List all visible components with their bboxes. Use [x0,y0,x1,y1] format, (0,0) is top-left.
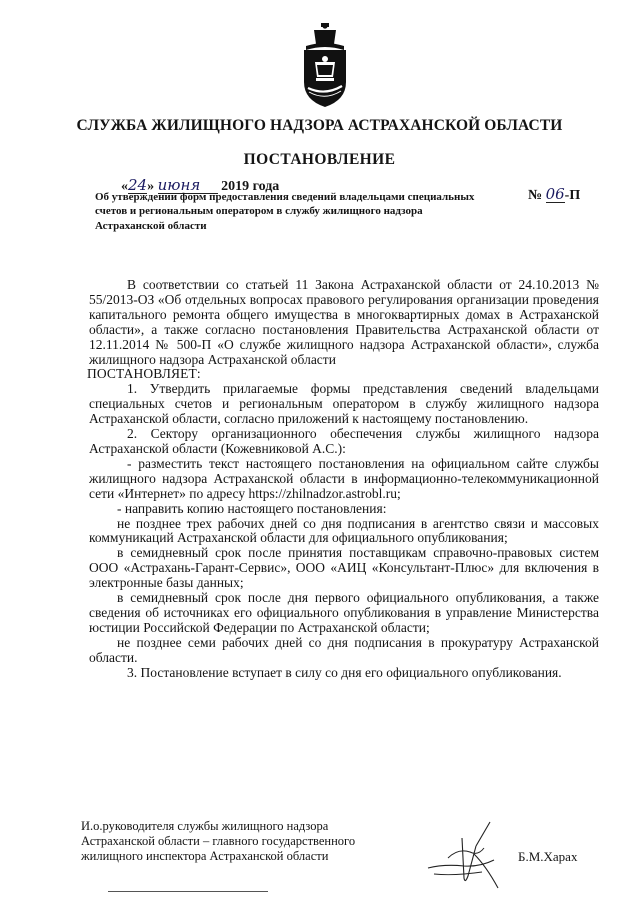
number-suffix: -П [564,188,581,203]
handwritten-signature-icon [424,818,524,890]
date-year: 2019 года [221,179,280,194]
preamble-paragraph: В соответствии со статьей 11 Закона Астраханской области от 24.10.2013 № 55/2013-ОЗ «Об отдельных вопросах правового регулирования организации проведения капитального ремонта общего имущества в многоквартирных домах в Астраханской области», а также согласно постановления Правительства Астраханской области от 12.11.2014 № 500-П «О службе жилищного надзора Астраханской области», служба жилищного надзора Астраханской области [89,277,599,367]
clause-3: 3. Постановление вступает в силу со дня его официального опубликования. [127,664,562,680]
signatory-position [81,819,411,865]
date-open-quote: « [121,179,128,194]
date-month: июня [158,178,218,194]
document-number [528,187,580,204]
resolves-heading: ПОСТАНОВЛЯЕТ: [87,366,201,382]
clause-2-send-agency: не позднее трех рабочих дней со дня подписания в агентство связи и массовых коммуникаций Астраханской области для официального опубликования; [89,515,599,546]
position-line-2: Астраханской области – главного государственного [81,834,356,849]
clause-2-send-prosecutor: не позднее семи рабочих дней со дня подписания в прокуратуру Астраханской области. [89,634,599,665]
date-day: 24 [128,176,148,194]
number-value: 06 [545,185,565,203]
clause-2-publish-online: - разместить текст настоящего постановления на официальном сайте службы жилищного надзора Астраханской области в информационно-телекоммуникационной сети «Интернет» по адресу https://zhilnadzor.astrobl.ru; [89,455,599,501]
clause-2-send-copy: - направить копию настоящего постановления: [117,500,387,516]
position-line-1: И.о.руководителя службы жилищного надзора [81,819,329,833]
organization-title: СЛУЖБА ЖИЛИЩНОГО НАДЗОРА АСТРАХАНСКОЙ ОБЛАСТИ [76,117,563,134]
clause-1: 1. Утвердить прилагаемые формы представления сведений владельцами специальных счетов и региональным оператором в службу жилищного надзора Астраханской области, согласно приложений к настоящему постановлению. [89,381,599,427]
clause-2-send-legal-systems: в семидневный срок после принятия поставщикам справочно-правовых систем ООО «Астрахань-Гарант-Сервис», ООО «АИЦ «Консультант-Плюс» для включения в электронные базы данных; [89,545,599,591]
document-subject: Об утверждении форм предоставления сведений владельцами специальных счетов и региональным оператором в службу жилищного надзора Астраханской области [95,191,475,232]
signatory-name: Б.М.Харах [518,849,578,864]
coat-of-arms-icon [300,22,350,108]
position-line-3: жилищного инспектора Астраханской области [81,849,329,864]
footer-divider [108,891,268,892]
number-prefix: № [528,188,543,203]
clause-2: 2. Сектору организационного обеспечения службы жилищного надзора Астраханской области (Кожевниковой А.С.): [89,426,599,456]
date-close-quote: » [147,179,155,194]
clause-2-send-ministry: в семидневный срок после дня первого официального опубликования, а также сведения об источниках его официального опубликования в управление Министерства юстиции Российской Федерации по Астраханской области; [89,590,599,635]
document-type-heading: ПОСТАНОВЛЕНИЕ [243,151,396,168]
document-body [89,278,599,680]
